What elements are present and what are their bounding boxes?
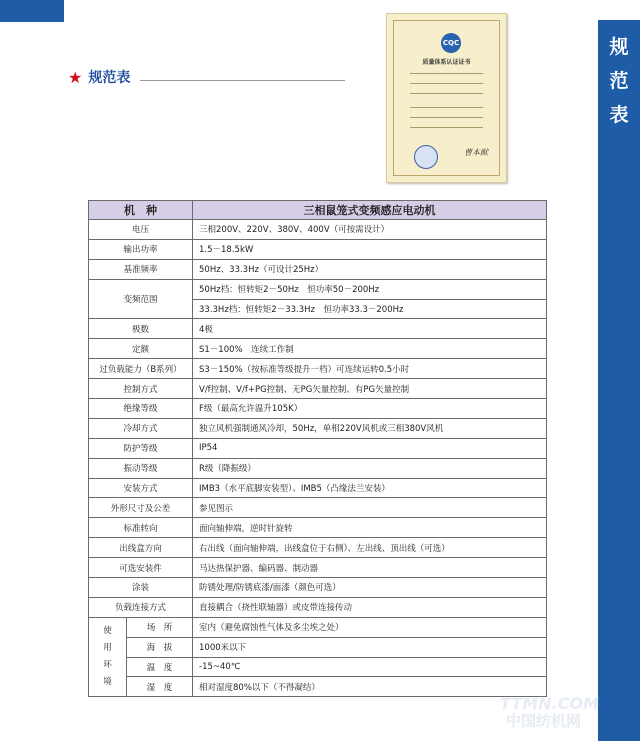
sidebar-title-char: 范 (609, 70, 629, 92)
certificate-text-line (410, 117, 483, 118)
sidebar-title-char: 表 (609, 104, 629, 126)
quality-certificate-image (386, 13, 507, 183)
environment-label: 海 拔 (127, 637, 193, 657)
table-row (89, 597, 547, 617)
table-row (89, 399, 547, 419)
certificate-text-line (410, 73, 483, 74)
table-row (89, 339, 547, 359)
table-header-row (89, 201, 547, 220)
table-row (89, 458, 547, 478)
environment-row (89, 617, 547, 637)
row-label: 防护等级 (89, 438, 193, 458)
sidebar-top-gap (598, 0, 640, 20)
table-row (89, 319, 547, 339)
environment-label: 场 所 (127, 617, 193, 637)
table-row (89, 478, 547, 498)
row-value: 独立风机强制通风冷却，50Hz，单相220V风机或三相380V风机 (193, 418, 547, 438)
row-value: IMB3（水平底脚安装型）、IMB5（凸缘法兰安装） (193, 478, 547, 498)
header-model-label: 机 种 (89, 201, 193, 220)
section-title: 规范表 (88, 70, 131, 86)
top-left-color-bar (0, 0, 64, 22)
row-label: 电压 (89, 220, 193, 240)
row-value: 50Hz、33.3Hz（可设计25Hz） (193, 259, 547, 279)
certificate-border (393, 20, 500, 176)
certificate-signature: 曹本猷 (464, 148, 488, 157)
row-label: 过负载能力（B系列） (89, 359, 193, 379)
environment-group-label: 使 用 环 境 (89, 617, 127, 697)
row-value: 右出线（面向轴伸端，出线盒位于右侧）、左出线、顶出线（可选） (193, 538, 547, 558)
certificate-title: 质量体系认证证书 (422, 59, 471, 66)
row-value: S3－150%（按标准等级提升一档）可连续运转0.5小时 (193, 359, 547, 379)
table-row (89, 220, 547, 240)
table-row (89, 359, 547, 379)
row-label: 基准频率 (89, 259, 193, 279)
row-value: V/f控制、V/f+PG控制、无PG矢量控制、有PG矢量控制 (193, 379, 547, 399)
environment-row (89, 637, 547, 657)
row-value: 参见图示 (193, 498, 547, 518)
row-value: 4极 (193, 319, 547, 339)
row-label: 振动等级 (89, 458, 193, 478)
row-value: 面向轴伸端，逆时针旋转 (193, 518, 547, 538)
spec-table (88, 200, 547, 697)
environment-label: 温 度 (127, 657, 193, 677)
row-label: 冷却方式 (89, 418, 193, 438)
environment-row (89, 677, 547, 697)
right-sidebar-tab (598, 0, 640, 741)
section-heading (68, 67, 130, 87)
row-value: 1.5－18.5kW (193, 239, 547, 259)
table-row (89, 578, 547, 598)
row-label: 负载连接方式 (89, 597, 193, 617)
certificate-text-line (410, 127, 483, 128)
environment-value: -15~40℃ (193, 657, 547, 677)
row-value: 直接耦合（挠性联轴器）或皮带连接传动 (193, 597, 547, 617)
row-value: 三相200V、220V、380V、400V（可按需设计） (193, 220, 547, 240)
environment-value: 1000米以下 (193, 637, 547, 657)
row-label: 安装方式 (89, 478, 193, 498)
table-row (89, 259, 547, 279)
environment-label: 湿 度 (127, 677, 193, 697)
row-label: 输出功率 (89, 239, 193, 259)
certificate-text-line (410, 107, 483, 108)
certificate-seal-icon (414, 145, 438, 169)
row-label: 外形尺寸及公差 (89, 498, 193, 518)
row-label: 极数 (89, 319, 193, 339)
sidebar-title-char: 规 (609, 36, 629, 58)
table-row (89, 418, 547, 438)
row-value: S1－100% 连续工作制 (193, 339, 547, 359)
table-row (89, 538, 547, 558)
star-icon: ★ (68, 67, 83, 87)
row-label: 定额 (89, 339, 193, 359)
row-value: 33.3Hz档：恒转矩2－33.3Hz 恒功率33.3－200Hz (193, 299, 547, 319)
header-model-value: 三相鼠笼式变频感应电动机 (193, 201, 547, 220)
environment-row (89, 657, 547, 677)
environment-value: 室内（避免腐蚀性气体及多尘埃之处） (193, 617, 547, 637)
row-label: 变频范围 (89, 279, 193, 319)
row-label: 控制方式 (89, 379, 193, 399)
row-value: 马达热保护器、编码器、制动器 (193, 558, 547, 578)
certificate-logo-icon: CQC (441, 33, 461, 53)
table-row (89, 518, 547, 538)
table-row (89, 438, 547, 458)
row-value: 50Hz档：恒转矩2－50Hz 恒功率50－200Hz (193, 279, 547, 299)
heading-underline (140, 80, 345, 81)
row-value: F级（最高允许温升105K） (193, 399, 547, 419)
row-label: 涂装 (89, 578, 193, 598)
row-label: 标准转向 (89, 518, 193, 538)
table-row (89, 279, 547, 299)
environment-value: 相对湿度80%以下（不得凝结） (193, 677, 547, 697)
watermark-name: 中国纺机网 (506, 712, 582, 730)
sidebar-title (598, 30, 640, 132)
table-row (89, 498, 547, 518)
row-label: 可选安装件 (89, 558, 193, 578)
table-row (89, 379, 547, 399)
row-label: 出线盒方向 (89, 538, 193, 558)
table-row (89, 558, 547, 578)
row-value: IP54 (193, 438, 547, 458)
watermark-url: TTMN.COM (500, 694, 599, 713)
row-label: 绝缘等级 (89, 399, 193, 419)
certificate-text-line (410, 93, 483, 94)
certificate-text-line (410, 83, 483, 84)
row-value: 防锈处理/防锈底漆/面漆（颜色可选） (193, 578, 547, 598)
table-row (89, 239, 547, 259)
row-value: R级（降振级） (193, 458, 547, 478)
